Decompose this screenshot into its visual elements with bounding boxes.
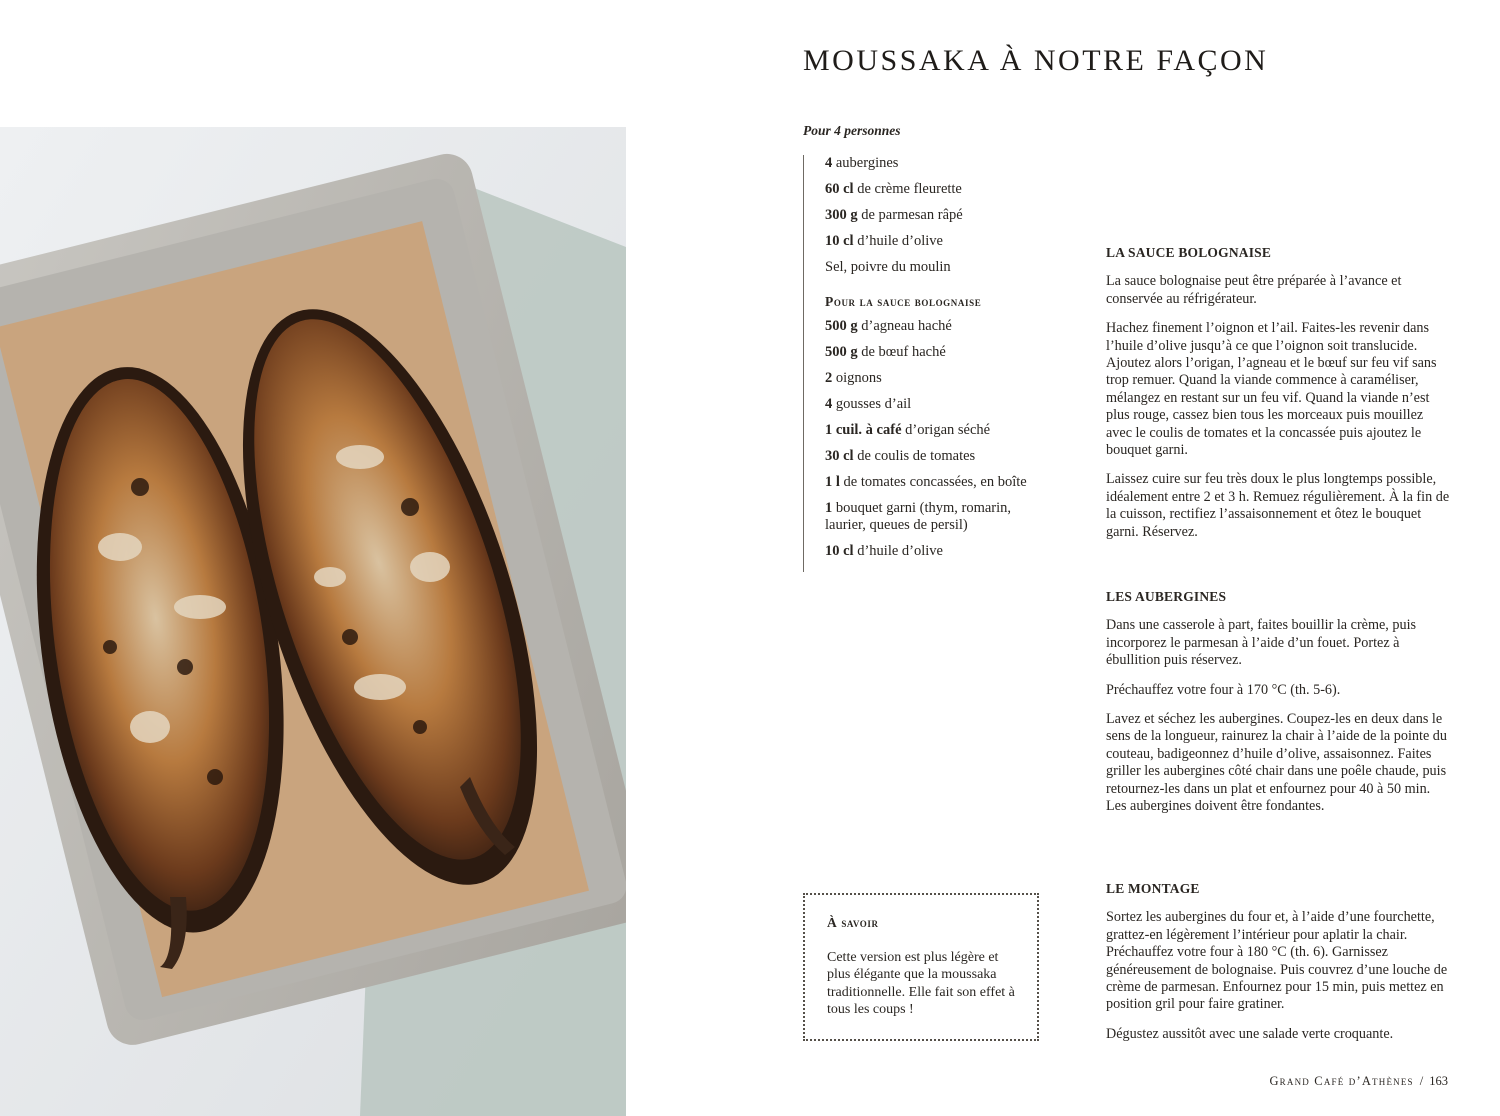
ingredient-item: 30 cl de coulis de tomates [825, 448, 976, 464]
ingredient-item: Sel, poivre du moulin [825, 259, 951, 275]
section-heading: LE MONTAGE [1106, 881, 1200, 896]
ingredient-item: 2 oignons [825, 370, 882, 386]
ingredient-item: 1 cuil. à café d’origan séché [825, 422, 991, 438]
ingredient-item: 60 cl de crème fleurette [825, 181, 962, 197]
section-bolognaise [1106, 244, 1451, 553]
footer-separator: / [1419, 1074, 1424, 1088]
ingredient-item: 1 bouquet garni (thym, romarin, laurier, queues de persil) [825, 500, 1012, 533]
tip-box [803, 893, 1039, 1041]
section-aubergines [1106, 588, 1451, 827]
ingredient-item: 10 cl d’huile d’olive [825, 233, 943, 249]
paragraph: Laissez cuire sur feu très doux le plus longtemps possible, idéalement entre 2 et 3 h. Remuez régulièrement. À la fin de la cuisson, rectifiez l’assaisonnement et ôtez le bouquet garni. Réservez. [1106, 471, 1450, 540]
paragraph: Lavez et séchez les aubergines. Coupez-les en deux dans le sens de la longueur, rainurez la chair à l’aide de la pointe du couteau, badigeonnez d’huile d’olive, assaisonnez. Faites griller les aubergines côté chair dans une poêle chaude, puis retournez-les dans un plat et enfournez pour 40 à 50 min. Les aubergines doivent être fondantes. [1106, 711, 1447, 815]
ingredients-block [803, 155, 1053, 572]
section-montage [1106, 880, 1451, 1055]
paragraph: Sortez les aubergines du four et, à l’aide d’une fourchette, grattez-en légèrement l’intérieur pour aplatir la chair. Préchauffez votre four à 180 °C (th. 6). Garnissez généreusement de bolognaise. Puis couvrez d’une louche de crème de parmesan. Enfournez pour 15 min, puis mettez en position gril pour faire gratiner. [1106, 909, 1448, 1013]
paragraph: Dégustez aussitôt avec une salade verte croquante. [1106, 1025, 1394, 1042]
ingredient-item: 500 g d’agneau haché [825, 318, 952, 334]
recipe-title: MOUSSAKA À NOTRE FAÇON [803, 44, 1269, 77]
page-number: 163 [1429, 1074, 1448, 1088]
ingredient-item: 10 cl d’huile d’olive [825, 543, 943, 559]
section-heading: LES AUBERGINES [1106, 589, 1227, 604]
paragraph: Préchauffez votre four à 170 °C (th. 5-6). [1106, 681, 1341, 698]
tip-heading: À savoir [827, 915, 879, 930]
ingredients-main-list [825, 155, 1053, 276]
ingredient-item: 4 gousses d’ail [825, 396, 912, 412]
ingredients-sauce-list [825, 318, 1053, 560]
ingredient-item: 500 g de bœuf haché [825, 344, 946, 360]
ingredient-item: 1 l de tomates concassées, en boîte [825, 474, 1027, 490]
book-title: Grand Café d’Athènes [1269, 1074, 1414, 1088]
ingredient-item: 300 g de parmesan râpé [825, 207, 963, 223]
sauce-ingredients-heading: Pour la sauce bolognaise [825, 294, 982, 309]
paragraph: La sauce bolognaise peut être préparée à l’avance et conservée au réfrigérateur. [1106, 273, 1402, 307]
tip-text: Cette version est plus légère et plus élégante que la moussaka traditionnelle. Elle fait son effet à tous les coups ! [827, 950, 1015, 1018]
servings: Pour 4 personnes [803, 123, 901, 138]
paragraph: Dans une casserole à part, faites bouillir la crème, puis incorporez le parmesan à l’aide d’un fouet. Portez à ébullition puis réservez. [1106, 617, 1417, 669]
page-footer [1269, 1074, 1448, 1089]
paragraph: Hachez finement l’oignon et l’ail. Faites-les revenir dans l’huile d’olive jusqu’à ce que l’oignon soit translucide. Ajoutez alors l’origan, l’agneau et le bœuf sur feu vif sans trop remuer. Quand la viande commence à caraméliser, mélangez en restant sur un feu vif. Quand la viande n’est plus rouge, cassez bien tous les morceaux puis mouillez avec le coulis de tomates et la concassée puis ajoutez le bouquet garni. [1106, 320, 1437, 459]
section-heading: LA SAUCE BOLOGNAISE [1106, 245, 1272, 260]
moussaka-photo [0, 127, 626, 1116]
ingredient-item: 4 aubergines [825, 155, 899, 171]
